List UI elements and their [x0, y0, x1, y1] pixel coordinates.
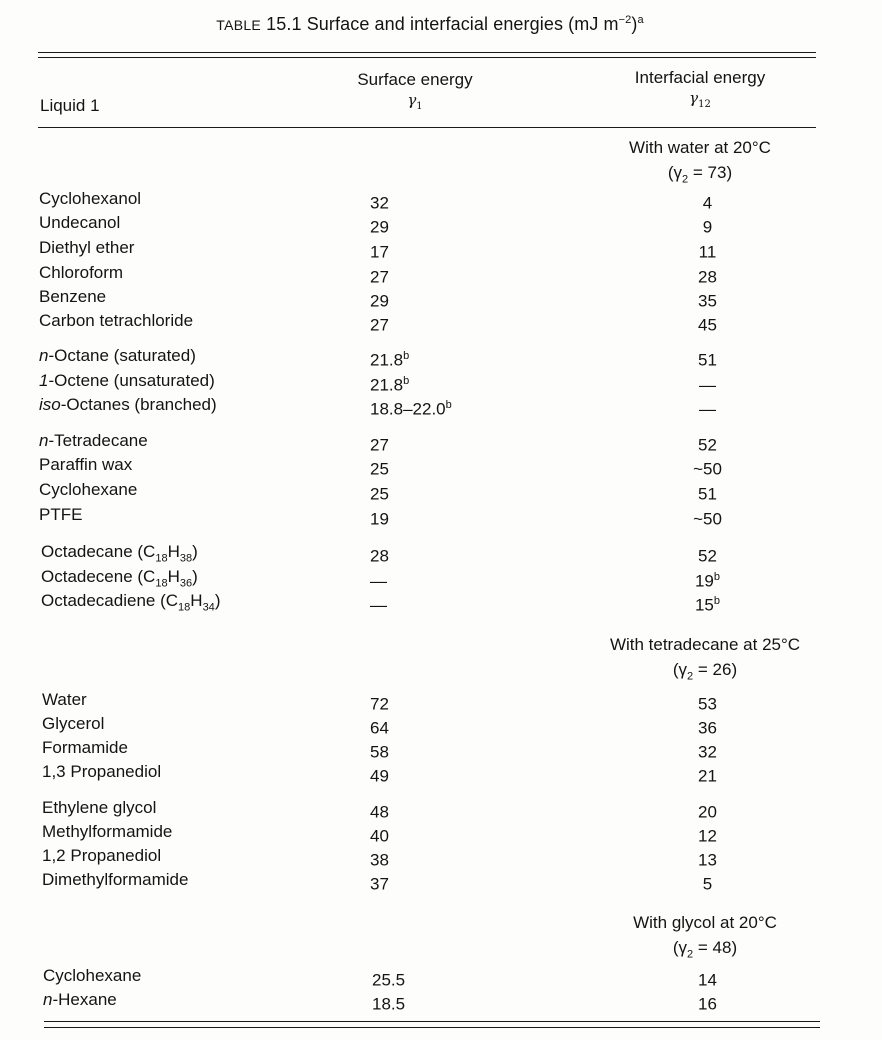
liquid-name: 1,2 Propanediol [42, 846, 162, 865]
interfacial-energy-value: 51 [698, 350, 717, 370]
interfacial-energy-value: — [699, 375, 716, 395]
header-rule [38, 127, 816, 128]
surface-energy-value: 72 [370, 694, 389, 714]
table-row [0, 478, 882, 502]
liquid-name: 1,3 Propanediol [42, 762, 162, 781]
section-heading-glycol [608, 910, 802, 967]
surface-energy-title: Surface energy [357, 70, 473, 89]
liquid-name: Cyclohexane [43, 966, 142, 985]
table-row [0, 796, 882, 820]
liquid-name: Diethyl ether [39, 238, 135, 257]
interfacial-energy-title: Interfacial energy [634, 68, 766, 87]
bottom-double-rule-1 [44, 1021, 820, 1022]
interfacial-energy-value: 20 [698, 802, 717, 822]
section-gamma: $(\gamma_2 = 48)$ [672, 938, 738, 961]
interfacial-energy-value: 36 [698, 718, 717, 738]
table-row [0, 565, 882, 589]
liquid-name: Water [42, 690, 87, 709]
table-row [0, 236, 882, 260]
table-row [0, 736, 882, 760]
table-row [0, 844, 882, 868]
header-surface-energy [330, 70, 500, 112]
liquid-name: PTFE [39, 505, 83, 524]
table-row [0, 688, 882, 712]
surface-energy-symbol: $\gamma_1$ [407, 91, 423, 112]
table-row [0, 820, 882, 844]
liquid-name: Octadecane $(C_{18}H_{38})$ [41, 542, 198, 565]
interfacial-energy-value: 11 [698, 242, 717, 262]
surface-energy-value: 18.5 [372, 994, 406, 1014]
table-row [0, 453, 882, 477]
surface-energy-value: — [370, 571, 387, 591]
surface-energy-value: 27 [370, 315, 389, 335]
table-row [0, 309, 882, 333]
liquid-name: n-Octane (saturated) [39, 346, 196, 365]
table-label: TABLE [216, 17, 262, 33]
bottom-double-rule-2 [44, 1027, 820, 1028]
surface-energy-value: 32 [370, 193, 389, 213]
surface-energy-value: 29 [370, 217, 389, 237]
section-gamma: $(\gamma_2 = 26)$ [672, 660, 738, 683]
section-heading-tetradecane [588, 632, 822, 689]
table-caption [0, 14, 860, 35]
top-double-rule-2 [38, 57, 816, 58]
title-close-paren: ) [631, 14, 638, 34]
liquid-name: Formamide [42, 738, 128, 757]
header-liquid: Liquid 1 [40, 96, 100, 115]
liquid-name: Undecanol [39, 213, 121, 232]
surface-energy-value: 48 [370, 802, 389, 822]
interfacial-energy-value: 13 [698, 850, 717, 870]
table-row [0, 344, 882, 368]
surface-energy-value: 28 [370, 546, 389, 566]
interfacial-energy-value: 5 [702, 874, 713, 894]
surface-energy-value: 27 [370, 267, 389, 287]
interfacial-energy-value: 4 [702, 193, 713, 213]
liquid-name: Dimethylformamide [42, 870, 189, 889]
surface-energy-value: 19 [370, 509, 389, 529]
header-interfacial-energy [610, 68, 790, 110]
table-row [0, 429, 882, 453]
liquid-name: Methylformamide [42, 822, 173, 841]
interfacial-energy-value: 21 [698, 766, 717, 786]
interfacial-energy-symbol: $\gamma_{12}$ [689, 89, 711, 110]
surface-energy-value: 37 [370, 874, 389, 894]
interfacial-energy-value: 15$^b$ [694, 595, 721, 615]
liquid-name: Paraffin wax [39, 455, 133, 474]
surface-energy-value: 29 [370, 291, 389, 311]
surface-energy-value: 21.8$^b$ [370, 350, 410, 370]
liquid-name: Carbon tetrachloride [39, 311, 194, 330]
surface-energy-value: 21.8$^b$ [370, 375, 410, 395]
table-row [0, 261, 882, 285]
interfacial-energy-value: 35 [698, 291, 717, 311]
liquid-name: Chloroform [39, 263, 124, 282]
interfacial-energy-value: 32 [698, 742, 717, 762]
table-row [0, 988, 882, 1012]
interfacial-energy-value: 51 [698, 484, 717, 504]
table-row [0, 211, 882, 235]
interfacial-energy-value: 9 [702, 217, 713, 237]
liquid-name: iso-Octanes (branched) [39, 395, 217, 414]
liquid-name: Ethylene glycol [42, 798, 157, 817]
surface-energy-value: 25.5 [372, 970, 406, 990]
section-gamma: $(\gamma_2 = 73)$ [667, 163, 733, 186]
surface-energy-value: 49 [370, 766, 389, 786]
interfacial-energy-value: ~50 [693, 459, 722, 479]
surface-energy-value: 27 [370, 435, 389, 455]
liquid-name: Cyclohexanol [39, 189, 142, 208]
section-heading-water [600, 135, 800, 192]
surface-energy-value: 40 [370, 826, 389, 846]
table-row [0, 285, 882, 309]
table-row [0, 712, 882, 736]
interfacial-energy-value: 14 [698, 970, 717, 990]
liquid-name: Cyclohexane [39, 480, 138, 499]
interfacial-energy-value: — [699, 399, 716, 419]
table-row [0, 187, 882, 211]
table-row [0, 540, 882, 564]
table-row [0, 369, 882, 393]
table-row [0, 868, 882, 892]
surface-energy-value: 58 [370, 742, 389, 762]
section-title: With water at 20°C [629, 138, 771, 157]
interfacial-energy-value: 16 [698, 994, 717, 1014]
section-title: With glycol at 20°C [633, 913, 777, 932]
liquid-name: Glycerol [42, 714, 105, 733]
liquid-name: n-Tetradecane [39, 431, 148, 450]
liquid-name: Octadecadiene $(C_{18}H_{34})$ [41, 591, 221, 614]
table-row [0, 964, 882, 988]
table-row [0, 503, 882, 527]
surface-energy-value: 38 [370, 850, 389, 870]
unit-exponent: −2 [618, 14, 632, 26]
surface-energy-value: — [370, 595, 387, 615]
liquid-name: 1-Octene (unsaturated) [39, 371, 215, 390]
table-row [0, 760, 882, 784]
table-row [0, 393, 882, 417]
interfacial-energy-value: 28 [698, 267, 717, 287]
interfacial-energy-value: 52 [698, 546, 717, 566]
surface-energy-value: 64 [370, 718, 389, 738]
liquid-name: Octadecene $(C_{18}H_{36})$ [41, 567, 198, 590]
liquid-name: n-Hexane [43, 990, 117, 1009]
table-title-text: 15.1 Surface and interfacial energies (mJ m [266, 14, 619, 34]
interfacial-energy-value: 53 [698, 694, 717, 714]
liquid-name: Benzene [39, 287, 107, 306]
surface-energy-value: 25 [370, 484, 389, 504]
interfacial-energy-value: ~50 [693, 509, 722, 529]
table-row [0, 589, 882, 613]
surface-energy-value: 18.8–22.0$^b$ [370, 399, 452, 419]
interfacial-energy-value: 19$^b$ [694, 571, 721, 591]
title-footnote-mark: a [637, 14, 644, 26]
interfacial-energy-value: 12 [698, 826, 717, 846]
surface-energy-value: 25 [370, 459, 389, 479]
top-double-rule-1 [38, 52, 816, 53]
interfacial-energy-value: 45 [698, 315, 717, 335]
interfacial-energy-value: 52 [698, 435, 717, 455]
section-title: With tetradecane at 25°C [609, 635, 801, 654]
surface-energy-value: 17 [370, 242, 389, 262]
